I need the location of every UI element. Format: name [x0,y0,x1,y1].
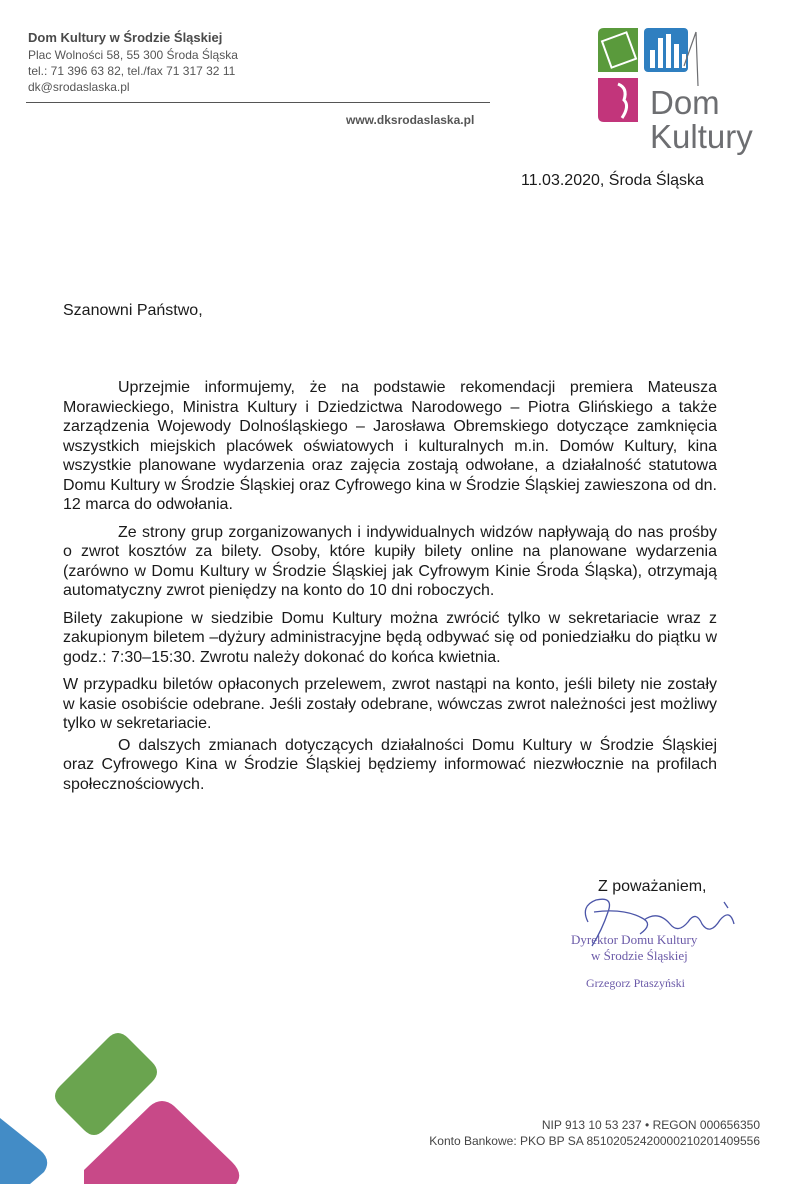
salutation: Szanowni Państwo, [63,302,203,319]
decorative-shapes [0,1010,260,1184]
letter-body [63,378,717,802]
organization-phone: tel.: 71 396 63 82, tel./fax 71 317 32 11 [28,64,236,78]
footer-ids: NIP 913 10 53 237 • REGON 000656350 [541,1118,760,1132]
signer-name: Grzegorz Ptaszyński [586,976,685,990]
header-divider [26,102,490,103]
stamp-line-2: w Środzie Śląskiej [591,948,688,963]
organization-name: Dom Kultury w Środzie Śląskiej [28,30,223,45]
paragraph-4: W przypadku biletów opłaconych przelewem, zwrot nastąpi na konto, jeśli bilety nie zostały w kasie osobiście odebrane. Jeśli zostały odebrane, wówczas zwrot należności jest możliwy tylko w sekretariacie. [63,676,717,732]
paragraph-3: Bilety zakupione w siedzibie Domu Kultury można zwrócić tylko w sekretariacie wraz z zakupionym biletem –dyżury administracyjne będą odbywać się od poniedziałku do piątku w godz.: 7:30–15:30. Zwrotu należy dokonać do końca kwietnia. [63,609,717,666]
logo-text-kultury: Kultury [650,118,753,155]
organization-website: www.dksrodaslaska.pl [346,113,475,127]
footer-bank: Konto Bankowe: PKO BP SA 85102052420000210201409556 [429,1134,760,1148]
decorative-corner-graphic [0,1010,260,1184]
organization-email: dk@srodaslaska.pl [28,80,130,94]
stamp-line-1: Dyrektor Domu Kultury [571,932,698,947]
dom-kultury-logo [594,26,774,166]
paragraph-2: Ze strony grup zorganizowanych i indywidualnych widzów napływają do nas prośby o zwrot kosztów za bilety. Osoby, które kupiły bilety online na planowane wydarzenia (zarówno w Domu Kultury w Środzie Śląskiej jak Cyfrowym Kinie Środa Śląska), otrzymają automatyczny zwrot pieniędzy na konto do 10 dni roboczych. [63,523,717,599]
date-place: 11.03.2020, Środa Śląska [521,172,704,189]
logo-text-dom: Dom [650,84,720,121]
closing: Z poważaniem, [598,878,707,895]
handwritten-signature [574,890,749,960]
paragraph-5: O dalszych zmianach dotyczących działalności Domu Kultury w Środzie Śląskiej oraz Cyfrowego Kina w Środzie Śląskiej będziemy informować niezwłocznie na profilach społecznościowych. [63,736,717,793]
organization-address: Plac Wolności 58, 55 300 Środa Śląska [28,48,238,62]
paragraph-1: Uprzejmie informujemy, że na podstawie rekomendacji premiera Mateusza Morawieckiego, Ministra Kultury i Dziedzictwa Narodowego – Piotra Glińskiego a także zarządzenia Wojewody Dolnośląskiego – Jarosława Obremskiego dotyczące zamknięcia wszystkich miejskich placówek oświatowych i kulturalnych m.in. Domów Kultury, kina wszystkie planowane wydarzenia oraz zajęcia zostają odwołane, a działalność statutowa Domu Kultury w Środzie Śląskiej oraz Cyfrowego kina w Środzie Śląskiej zawieszona od dn. 12 marca do odwołania. [63,379,717,513]
